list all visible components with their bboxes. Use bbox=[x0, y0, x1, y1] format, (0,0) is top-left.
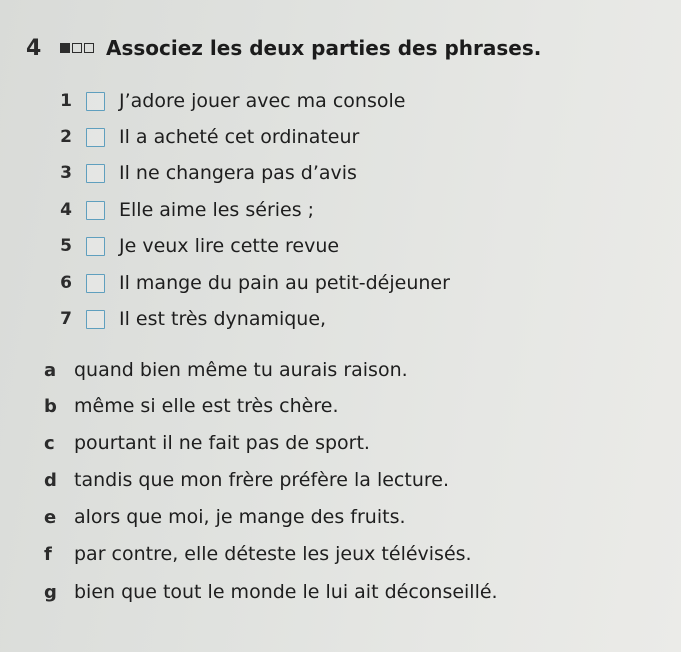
ending-letter: g bbox=[44, 581, 57, 603]
ending-text: quand bien même tu aurais raison. bbox=[74, 359, 408, 381]
exercise-instruction: Associez les deux parties des phrases. bbox=[106, 36, 542, 60]
ending-text: pourtant il ne fait pas de sport. bbox=[74, 432, 370, 454]
sentence-start-item bbox=[40, 302, 326, 336]
item-number: 3 bbox=[60, 163, 72, 183]
sentence-start-item bbox=[40, 120, 359, 154]
answer-checkbox[interactable] bbox=[86, 310, 105, 329]
answer-checkbox[interactable] bbox=[86, 201, 105, 220]
item-text: Il a acheté cet ordinateur bbox=[119, 126, 360, 148]
ending-letter: c bbox=[44, 432, 55, 454]
item-number: 2 bbox=[60, 127, 72, 147]
ending-letter: b bbox=[44, 395, 57, 417]
sentence-start-item bbox=[40, 193, 314, 227]
item-text: Il ne changera pas d’avis bbox=[119, 162, 357, 184]
ending-text: tandis que mon frère préfère la lecture. bbox=[74, 469, 449, 491]
sentence-ending-item bbox=[44, 353, 408, 387]
sentence-start-item bbox=[40, 156, 357, 190]
level-square-empty bbox=[84, 43, 94, 53]
exercise-header bbox=[26, 30, 541, 66]
answer-checkbox[interactable] bbox=[86, 164, 105, 183]
ending-text: alors que moi, je mange des fruits. bbox=[74, 506, 406, 528]
sentence-ending-item bbox=[44, 463, 449, 497]
ending-text: même si elle est très chère. bbox=[74, 395, 339, 417]
answer-checkbox[interactable] bbox=[86, 128, 105, 147]
sentence-ending-item bbox=[44, 500, 406, 534]
sentence-ending-item bbox=[44, 537, 472, 571]
item-number: 1 bbox=[60, 91, 72, 111]
item-number: 6 bbox=[60, 273, 72, 293]
sentence-ending-item bbox=[44, 426, 370, 460]
level-square-filled bbox=[60, 43, 70, 53]
item-number: 4 bbox=[60, 200, 72, 220]
item-text: Il mange du pain au petit-déjeuner bbox=[119, 272, 450, 294]
answer-checkbox[interactable] bbox=[86, 274, 105, 293]
item-text: Elle aime les séries ; bbox=[119, 199, 315, 221]
item-text: Il est très dynamique, bbox=[119, 308, 327, 330]
ending-letter: f bbox=[44, 543, 52, 565]
ending-letter: d bbox=[44, 469, 57, 491]
level-square-empty bbox=[72, 43, 82, 53]
answer-checkbox[interactable] bbox=[86, 237, 105, 256]
ending-text: par contre, elle déteste les jeux télévisés. bbox=[74, 543, 472, 565]
item-text: J’adore jouer avec ma console bbox=[119, 90, 406, 112]
item-number: 7 bbox=[60, 309, 72, 329]
sentence-start-item bbox=[40, 229, 339, 263]
exercise-number: 4 bbox=[26, 35, 42, 61]
ending-text: bien que tout le monde le lui ait déconseillé. bbox=[74, 581, 498, 603]
difficulty-level-icon bbox=[60, 43, 94, 53]
ending-letter: a bbox=[44, 359, 57, 381]
item-number: 5 bbox=[60, 236, 72, 256]
ending-letter: e bbox=[44, 506, 57, 528]
sentence-ending-item bbox=[44, 389, 338, 423]
sentence-start-item bbox=[40, 84, 405, 118]
answer-checkbox[interactable] bbox=[86, 92, 105, 111]
sentence-ending-item bbox=[44, 575, 498, 609]
sentence-start-item bbox=[40, 266, 450, 300]
item-text: Je veux lire cette revue bbox=[119, 235, 340, 257]
